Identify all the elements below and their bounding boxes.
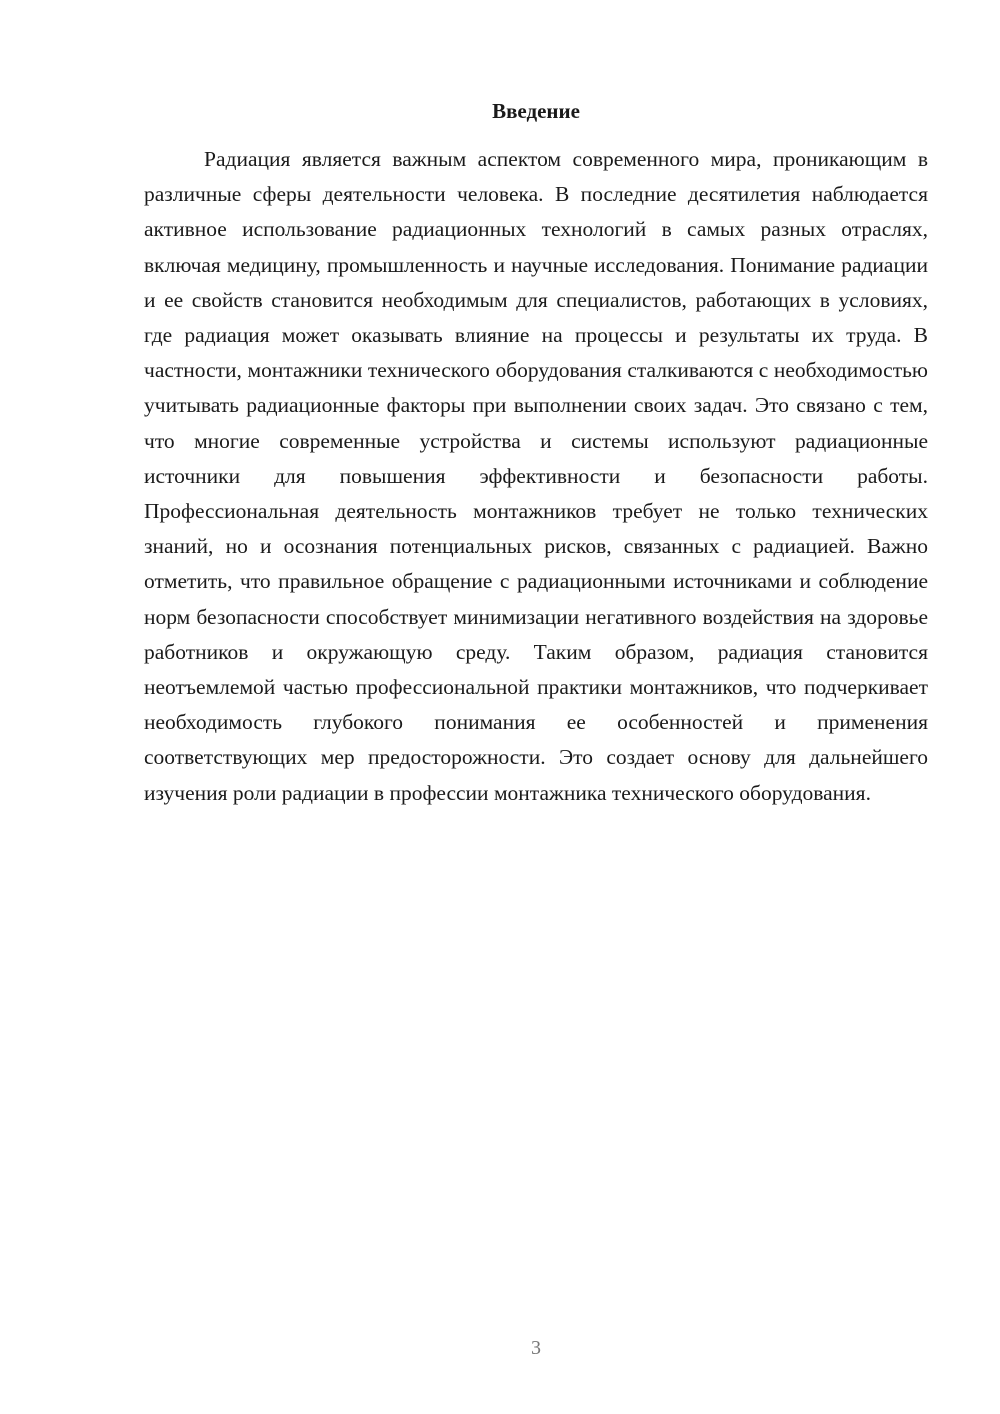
body-paragraph: Радиация является важным аспектом современного мира, проникающим в различные сферы деятельности человека. В последние десятилетия наблюдается активное использование радиационных технологий в самых разных отраслях, включая медицину, промышленность и научные исследования. Понимание радиации и ее свойств становится необходимым для специалистов, работающих в условиях, где радиация может оказывать влияние на процессы и результаты их труда. В частности, монтажники технического оборудования сталкиваются с необходимостью учитывать радиационные факторы при выполнении своих задач. Это связано с тем, что многие современные устройства и системы используют радиационные источники для повышения эффективности и безопасности работы. Профессиональная деятельность монтажников требует не только технических знаний, но и осознания потенциальных рисков, связанных с радиацией. Важно отметить, что правильное обращение с радиационными источниками и соблюдение норм безопасности способствует минимизации негативного воздействия на здоровье работников и окружающую среду. Таким образом, радиация становится неотъемлемой частью профессиональной практики монтажников, что подчеркивает необходимость глубокого понимания ее особенностей и применения соответствующих мер предосторожности. Это создает основу для дальнейшего изучения роли радиации в профессии монтажника технического оборудования.: [144, 147, 928, 805]
page-title: Введение: [492, 99, 580, 123]
page-number: 3: [531, 1337, 541, 1359]
